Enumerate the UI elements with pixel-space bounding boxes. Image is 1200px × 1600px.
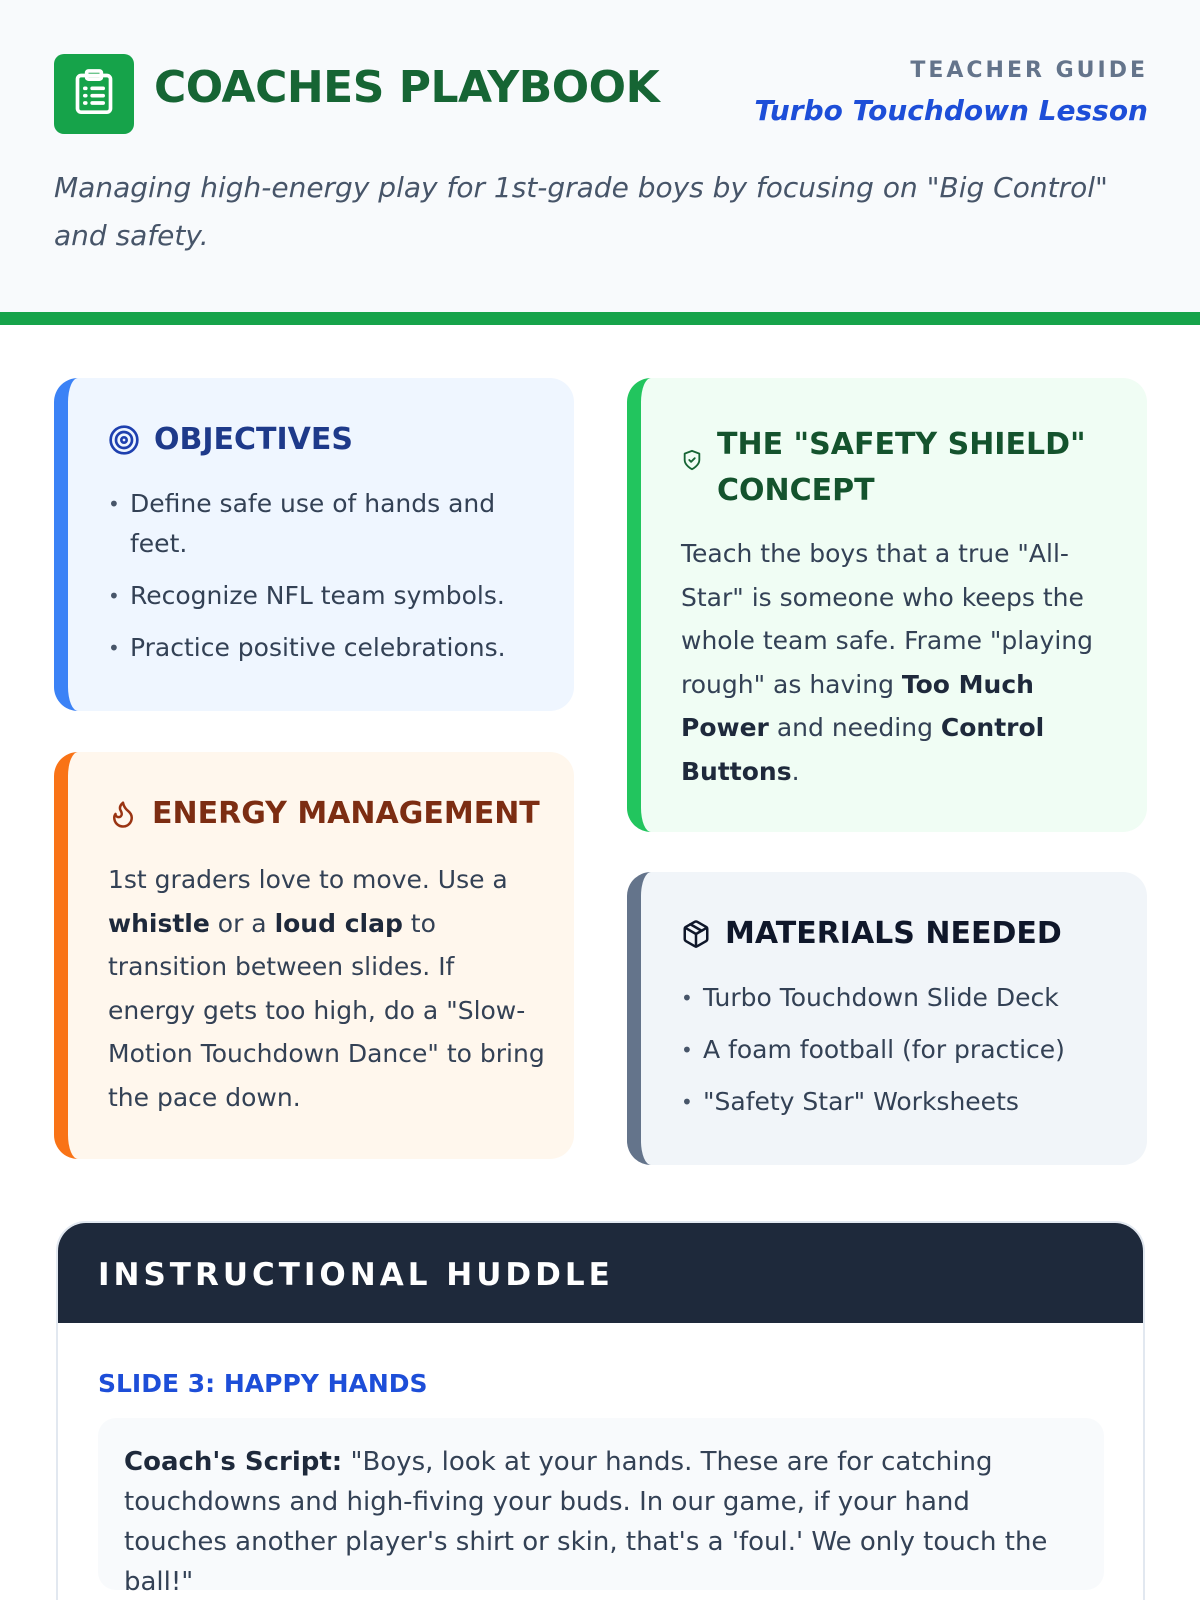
- objectives-heading: [108, 422, 353, 457]
- energy-title: ENERGY MANAGEMENT: [152, 796, 540, 831]
- list-item: • Define safe use of hands and feet.: [108, 484, 548, 564]
- list-item: • Turbo Touchdown Slide Deck: [681, 978, 1121, 1018]
- materials-heading: [681, 916, 1062, 951]
- huddle-header: [58, 1223, 1143, 1323]
- logo: [54, 54, 134, 134]
- clipboard-list-icon: [72, 68, 116, 120]
- list-item: • A foam football (for practice): [681, 1030, 1121, 1070]
- list-item: • Recognize NFL team symbols.: [108, 576, 548, 616]
- objectives-card: [54, 378, 574, 711]
- header-divider: [0, 312, 1200, 325]
- page-title: COACHES PLAYBOOK: [154, 62, 660, 113]
- header: [0, 0, 1200, 312]
- objectives-list: [108, 484, 548, 680]
- list-item: • "Safety Star" Worksheets: [681, 1082, 1121, 1122]
- materials-list: [681, 978, 1121, 1134]
- energy-text: 1st graders love to move. Use a whistle or a loud clap to transition between slides. If energy gets too high, do a "Slow-Motion Touchdown Dance" to bring the pace down.: [108, 865, 545, 1112]
- script-text: "Boys, look at your hands. These are for catching touchdowns and high-fiving your buds. In our game, if your hand touches another player's shirt or skin, that's a 'foul.' We only touch the ball!": [124, 1447, 1048, 1597]
- slide-label: SLIDE 3: HAPPY HANDS: [98, 1369, 428, 1398]
- guide-kicker: TEACHER GUIDE: [910, 58, 1148, 83]
- script-box: [98, 1418, 1104, 1597]
- box-icon: [681, 918, 711, 950]
- energy-heading: [108, 796, 540, 831]
- safety-title: THE "SAFETY SHIELD" CONCEPT: [717, 427, 1086, 508]
- page-subtitle: Managing high-energy play for 1st-grade boys by focusing on "Big Control" and safety.: [54, 171, 1108, 252]
- flame-icon: [108, 798, 138, 830]
- shield-check-icon: [681, 448, 703, 472]
- energy-card: [54, 752, 574, 1159]
- safety-card: [627, 378, 1147, 832]
- lesson-name: Turbo Touchdown Lesson: [754, 94, 1148, 127]
- objectives-title: OBJECTIVES: [154, 422, 353, 457]
- materials-card: [627, 872, 1147, 1165]
- target-icon: [108, 424, 140, 456]
- safety-text: Teach the boys that a true "All-Star" is someone who keeps the whole team safe. Frame "playing rough" as having Too Much Power and needing Control Buttons.: [681, 539, 1094, 786]
- huddle-title: INSTRUCTIONAL HUDDLE: [98, 1257, 614, 1293]
- coach-script: [124, 1442, 1078, 1600]
- script-label: Coach's Script:: [124, 1447, 343, 1477]
- list-item: • Practice positive celebrations.: [108, 628, 548, 668]
- safety-heading: [681, 422, 1121, 514]
- instructional-huddle: [56, 1221, 1145, 1600]
- materials-title: MATERIALS NEEDED: [725, 916, 1062, 951]
